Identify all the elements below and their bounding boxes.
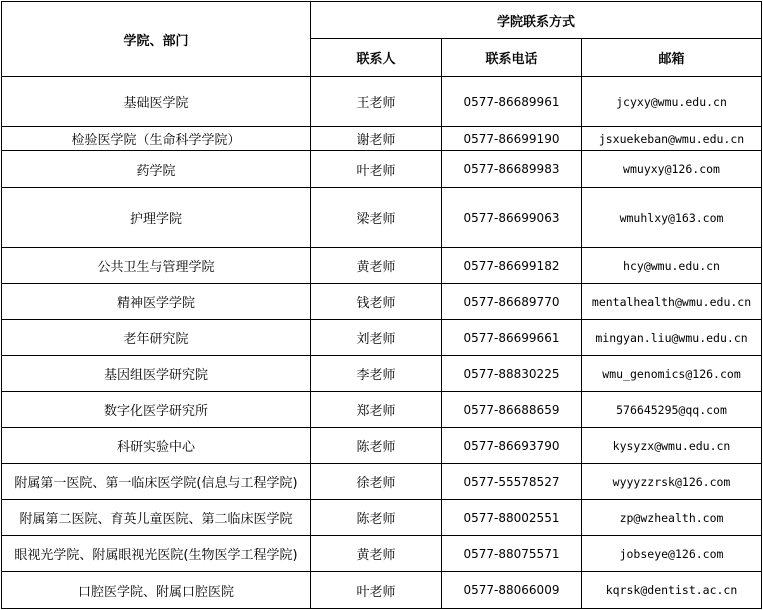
table-row bbox=[2, 284, 762, 320]
dept-cell: 眼视光学院、附属眼视光医院(生物医学工程学院) bbox=[2, 536, 311, 572]
email-cell: jsxuekeban@wmu.edu.cn bbox=[582, 127, 762, 151]
table-row bbox=[2, 320, 762, 356]
phone-cell: 0577-86689961 bbox=[442, 77, 582, 127]
phone-cell: 0577-86699182 bbox=[442, 248, 582, 284]
dept-cell: 数字化医学研究所 bbox=[2, 392, 311, 428]
table-row bbox=[2, 248, 762, 284]
contact-cell: 谢老师 bbox=[311, 127, 442, 151]
contact-cell: 叶老师 bbox=[311, 572, 442, 609]
contact-cell: 黄老师 bbox=[311, 248, 442, 284]
phone-cell: 0577-86699063 bbox=[442, 188, 582, 248]
header-contact: 联系人 bbox=[311, 39, 442, 77]
phone-cell: 0577-88002551 bbox=[442, 500, 582, 536]
dept-cell: 老年研究院 bbox=[2, 320, 311, 356]
email-cell: mingyan.liu@wmu.edu.cn bbox=[582, 320, 762, 356]
dept-cell: 药学院 bbox=[2, 151, 311, 188]
contact-cell: 王老师 bbox=[311, 77, 442, 127]
header-email: 邮箱 bbox=[582, 39, 762, 77]
dept-cell: 基础医学院 bbox=[2, 77, 311, 127]
email-cell: wmuhlxy@163.com bbox=[582, 188, 762, 248]
table-row bbox=[2, 151, 762, 188]
table-row bbox=[2, 77, 762, 127]
contact-cell: 陈老师 bbox=[311, 500, 442, 536]
phone-cell: 0577-88066009 bbox=[442, 572, 582, 609]
phone-cell: 0577-88830225 bbox=[442, 356, 582, 392]
table-row bbox=[2, 464, 762, 500]
dept-cell: 附属第一医院、第一临床医学院(信息与工程学院) bbox=[2, 464, 311, 500]
header-phone: 联系电话 bbox=[442, 39, 582, 77]
phone-cell: 0577-86693790 bbox=[442, 428, 582, 464]
contact-cell: 郑老师 bbox=[311, 392, 442, 428]
phone-cell: 0577-86699661 bbox=[442, 320, 582, 356]
phone-cell: 0577-86699190 bbox=[442, 127, 582, 151]
email-cell: wmu_genomics@126.com bbox=[582, 356, 762, 392]
email-cell: kysyzx@wmu.edu.cn bbox=[582, 428, 762, 464]
table-row bbox=[2, 356, 762, 392]
table-row bbox=[2, 127, 762, 151]
dept-cell: 附属第二医院、育英儿童医院、第二临床医学院 bbox=[2, 500, 311, 536]
email-cell: jcyxy@wmu.edu.cn bbox=[582, 77, 762, 127]
contact-cell: 叶老师 bbox=[311, 151, 442, 188]
phone-cell: 0577-86689983 bbox=[442, 151, 582, 188]
phone-cell: 0577-86688659 bbox=[442, 392, 582, 428]
email-cell: kqrsk@dentist.ac.cn bbox=[582, 572, 762, 609]
table-body bbox=[2, 77, 762, 609]
phone-cell: 0577-86689770 bbox=[442, 284, 582, 320]
phone-cell: 0577-55578527 bbox=[442, 464, 582, 500]
table-row bbox=[2, 536, 762, 572]
contact-cell: 陈老师 bbox=[311, 428, 442, 464]
email-cell: zp@wzhealth.com bbox=[582, 500, 762, 536]
dept-cell: 口腔医学院、附属口腔医院 bbox=[2, 572, 311, 609]
header-dept: 学院、部门 bbox=[2, 2, 311, 77]
email-cell: mentalhealth@wmu.edu.cn bbox=[582, 284, 762, 320]
table-row bbox=[2, 188, 762, 248]
contact-cell: 徐老师 bbox=[311, 464, 442, 500]
contact-cell: 黄老师 bbox=[311, 536, 442, 572]
contact-table bbox=[1, 1, 762, 609]
table-row bbox=[2, 392, 762, 428]
phone-cell: 0577-88075571 bbox=[442, 536, 582, 572]
contact-cell: 钱老师 bbox=[311, 284, 442, 320]
email-cell: 576645295@qq.com bbox=[582, 392, 762, 428]
dept-cell: 基因组医学研究院 bbox=[2, 356, 311, 392]
dept-cell: 精神医学学院 bbox=[2, 284, 311, 320]
email-cell: jobseye@126.com bbox=[582, 536, 762, 572]
contact-cell: 梁老师 bbox=[311, 188, 442, 248]
dept-cell: 公共卫生与管理学院 bbox=[2, 248, 311, 284]
dept-cell: 护理学院 bbox=[2, 188, 311, 248]
email-cell: wmuyxy@126.com bbox=[582, 151, 762, 188]
table-row bbox=[2, 428, 762, 464]
table-row bbox=[2, 500, 762, 536]
contact-cell: 刘老师 bbox=[311, 320, 442, 356]
contact-cell: 李老师 bbox=[311, 356, 442, 392]
header-group: 学院联系方式 bbox=[311, 2, 762, 39]
dept-cell: 科研实验中心 bbox=[2, 428, 311, 464]
table-row bbox=[2, 572, 762, 609]
email-cell: hcy@wmu.edu.cn bbox=[582, 248, 762, 284]
dept-cell: 检验医学院（生命科学学院） bbox=[2, 127, 311, 151]
email-cell: wyyyzzrsk@126.com bbox=[582, 464, 762, 500]
